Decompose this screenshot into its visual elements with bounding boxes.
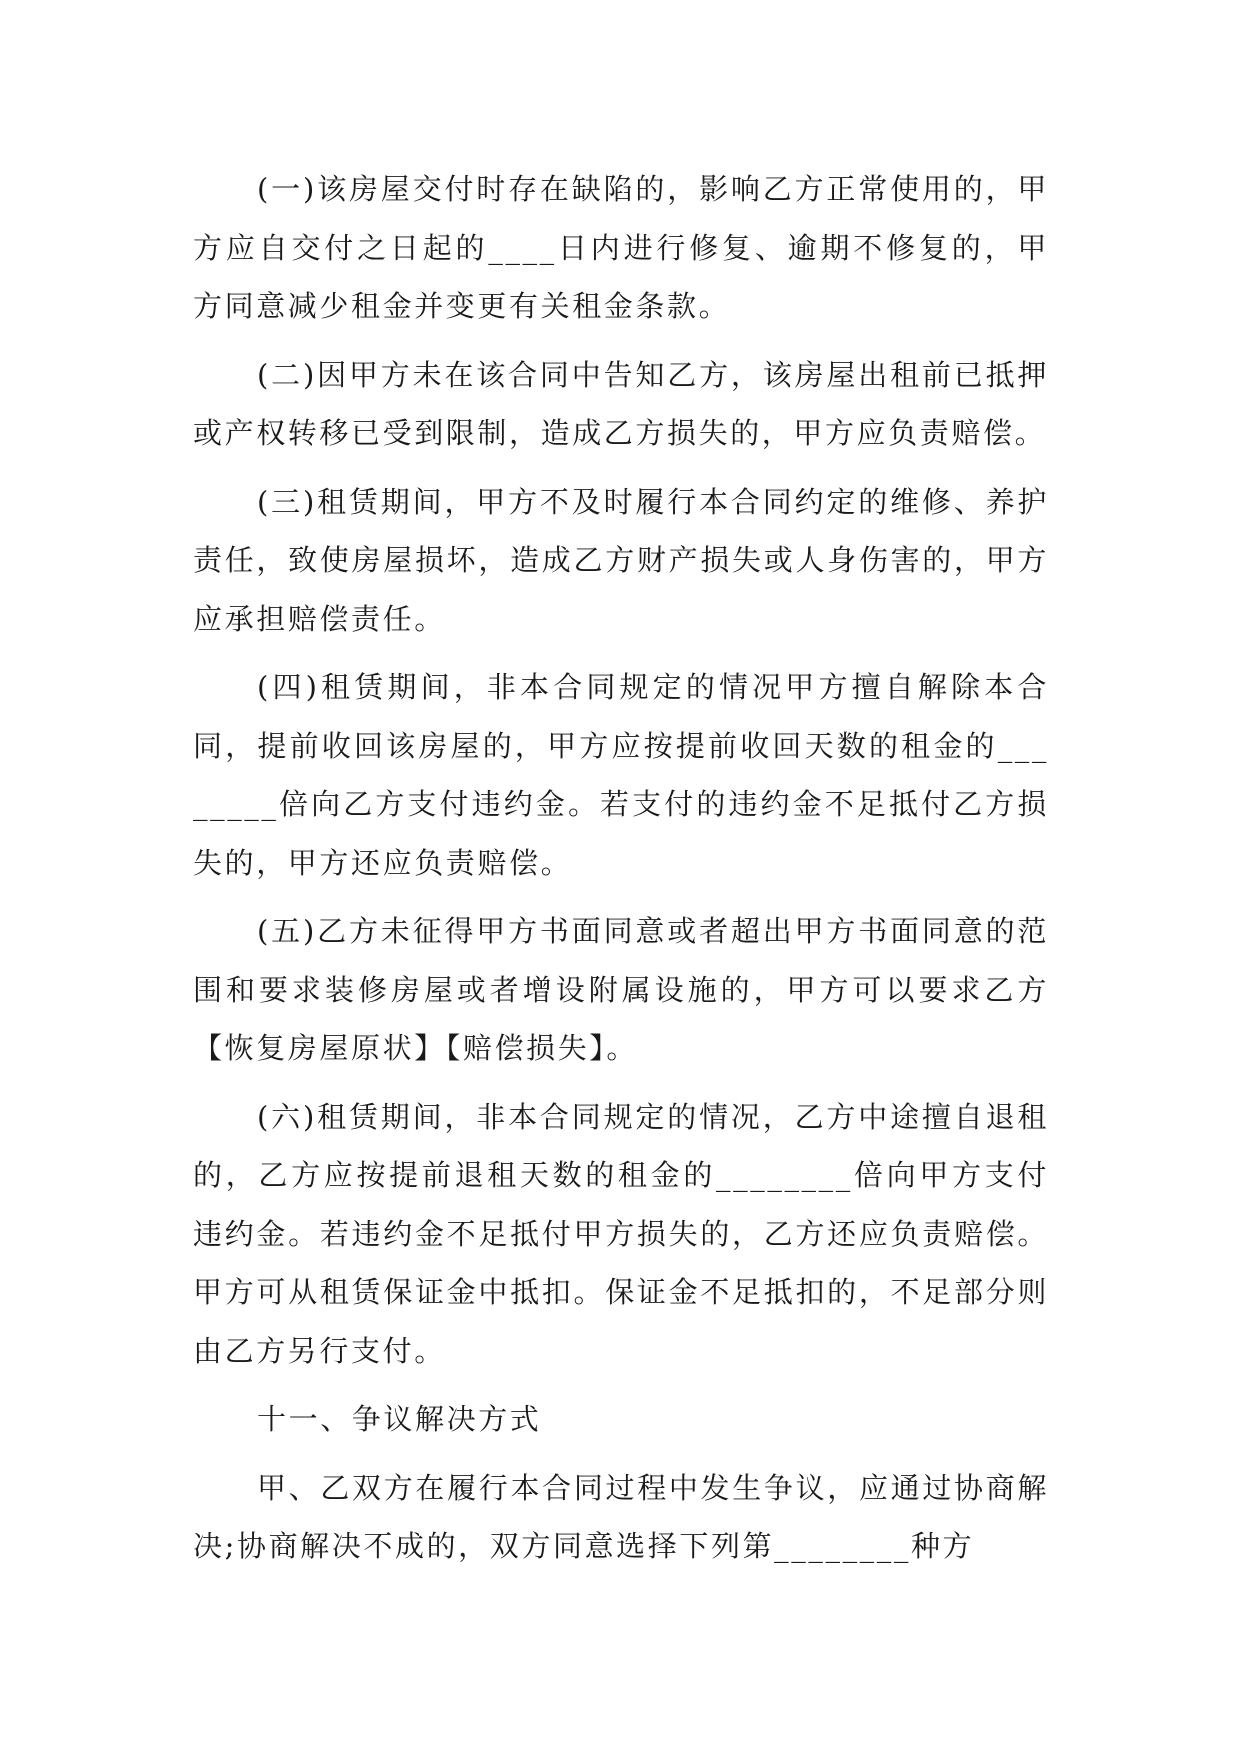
document-body bbox=[193, 160, 1049, 1576]
clause-1-defects: (一)该房屋交付时存在缺陷的，影响乙方正常使用的，甲方应自交付之日起的____日内进行修复、逾期不修复的，甲方同意减少租金并变更有关租金条款。 bbox=[193, 172, 1049, 323]
dispute-resolution-text: 甲、乙双方在履行本合同过程中发生争议，应通过协商解决;协商解决不成的，双方同意选择下列第________种方 bbox=[193, 1470, 1049, 1563]
section-heading-dispute-resolution: 十一、争议解决方式 bbox=[257, 1402, 542, 1436]
clause-2-undisclosed-mortgage: (二)因甲方未在该合同中告知乙方，该房屋出租前已抵押或产权转移已受到限制，造成乙方损失的，甲方应负责赔偿。 bbox=[193, 357, 1049, 450]
clause-3-maintenance-liability: (三)租赁期间，甲方不及时履行本合同约定的维修、养护责任，致使房屋损坏，造成乙方财产损失或人身伤害的，甲方应承担赔偿责任。 bbox=[193, 484, 1049, 636]
clause-4-early-termination-landlord: (四)租赁期间，非本合同规定的情况甲方擅自解除本合同，提前收回该房屋的，甲方应按提前收回天数的租金的________倍向乙方支付违约金。若支付的违约金不足抵付乙方损失的，甲方还应负责赔偿。 bbox=[193, 670, 1049, 880]
clause-5-unauthorized-renovation: (五)乙方未征得甲方书面同意或者超出甲方书面同意的范围和要求装修房屋或者增设附属设施的，甲方可以要求乙方【恢复房屋原状】【赔偿损失】。 bbox=[193, 914, 1049, 1065]
clause-6-early-termination-tenant: (六)租赁期间，非本合同规定的情况，乙方中途擅自退租的，乙方应按提前退租天数的租金的________倍向甲方支付违约金。若违约金不足抵付甲方损失的，乙方还应负责赔偿。甲方可从租赁保证金中抵扣。保证金不足抵扣的，不足部分则由乙方另行支付。 bbox=[193, 1099, 1049, 1368]
